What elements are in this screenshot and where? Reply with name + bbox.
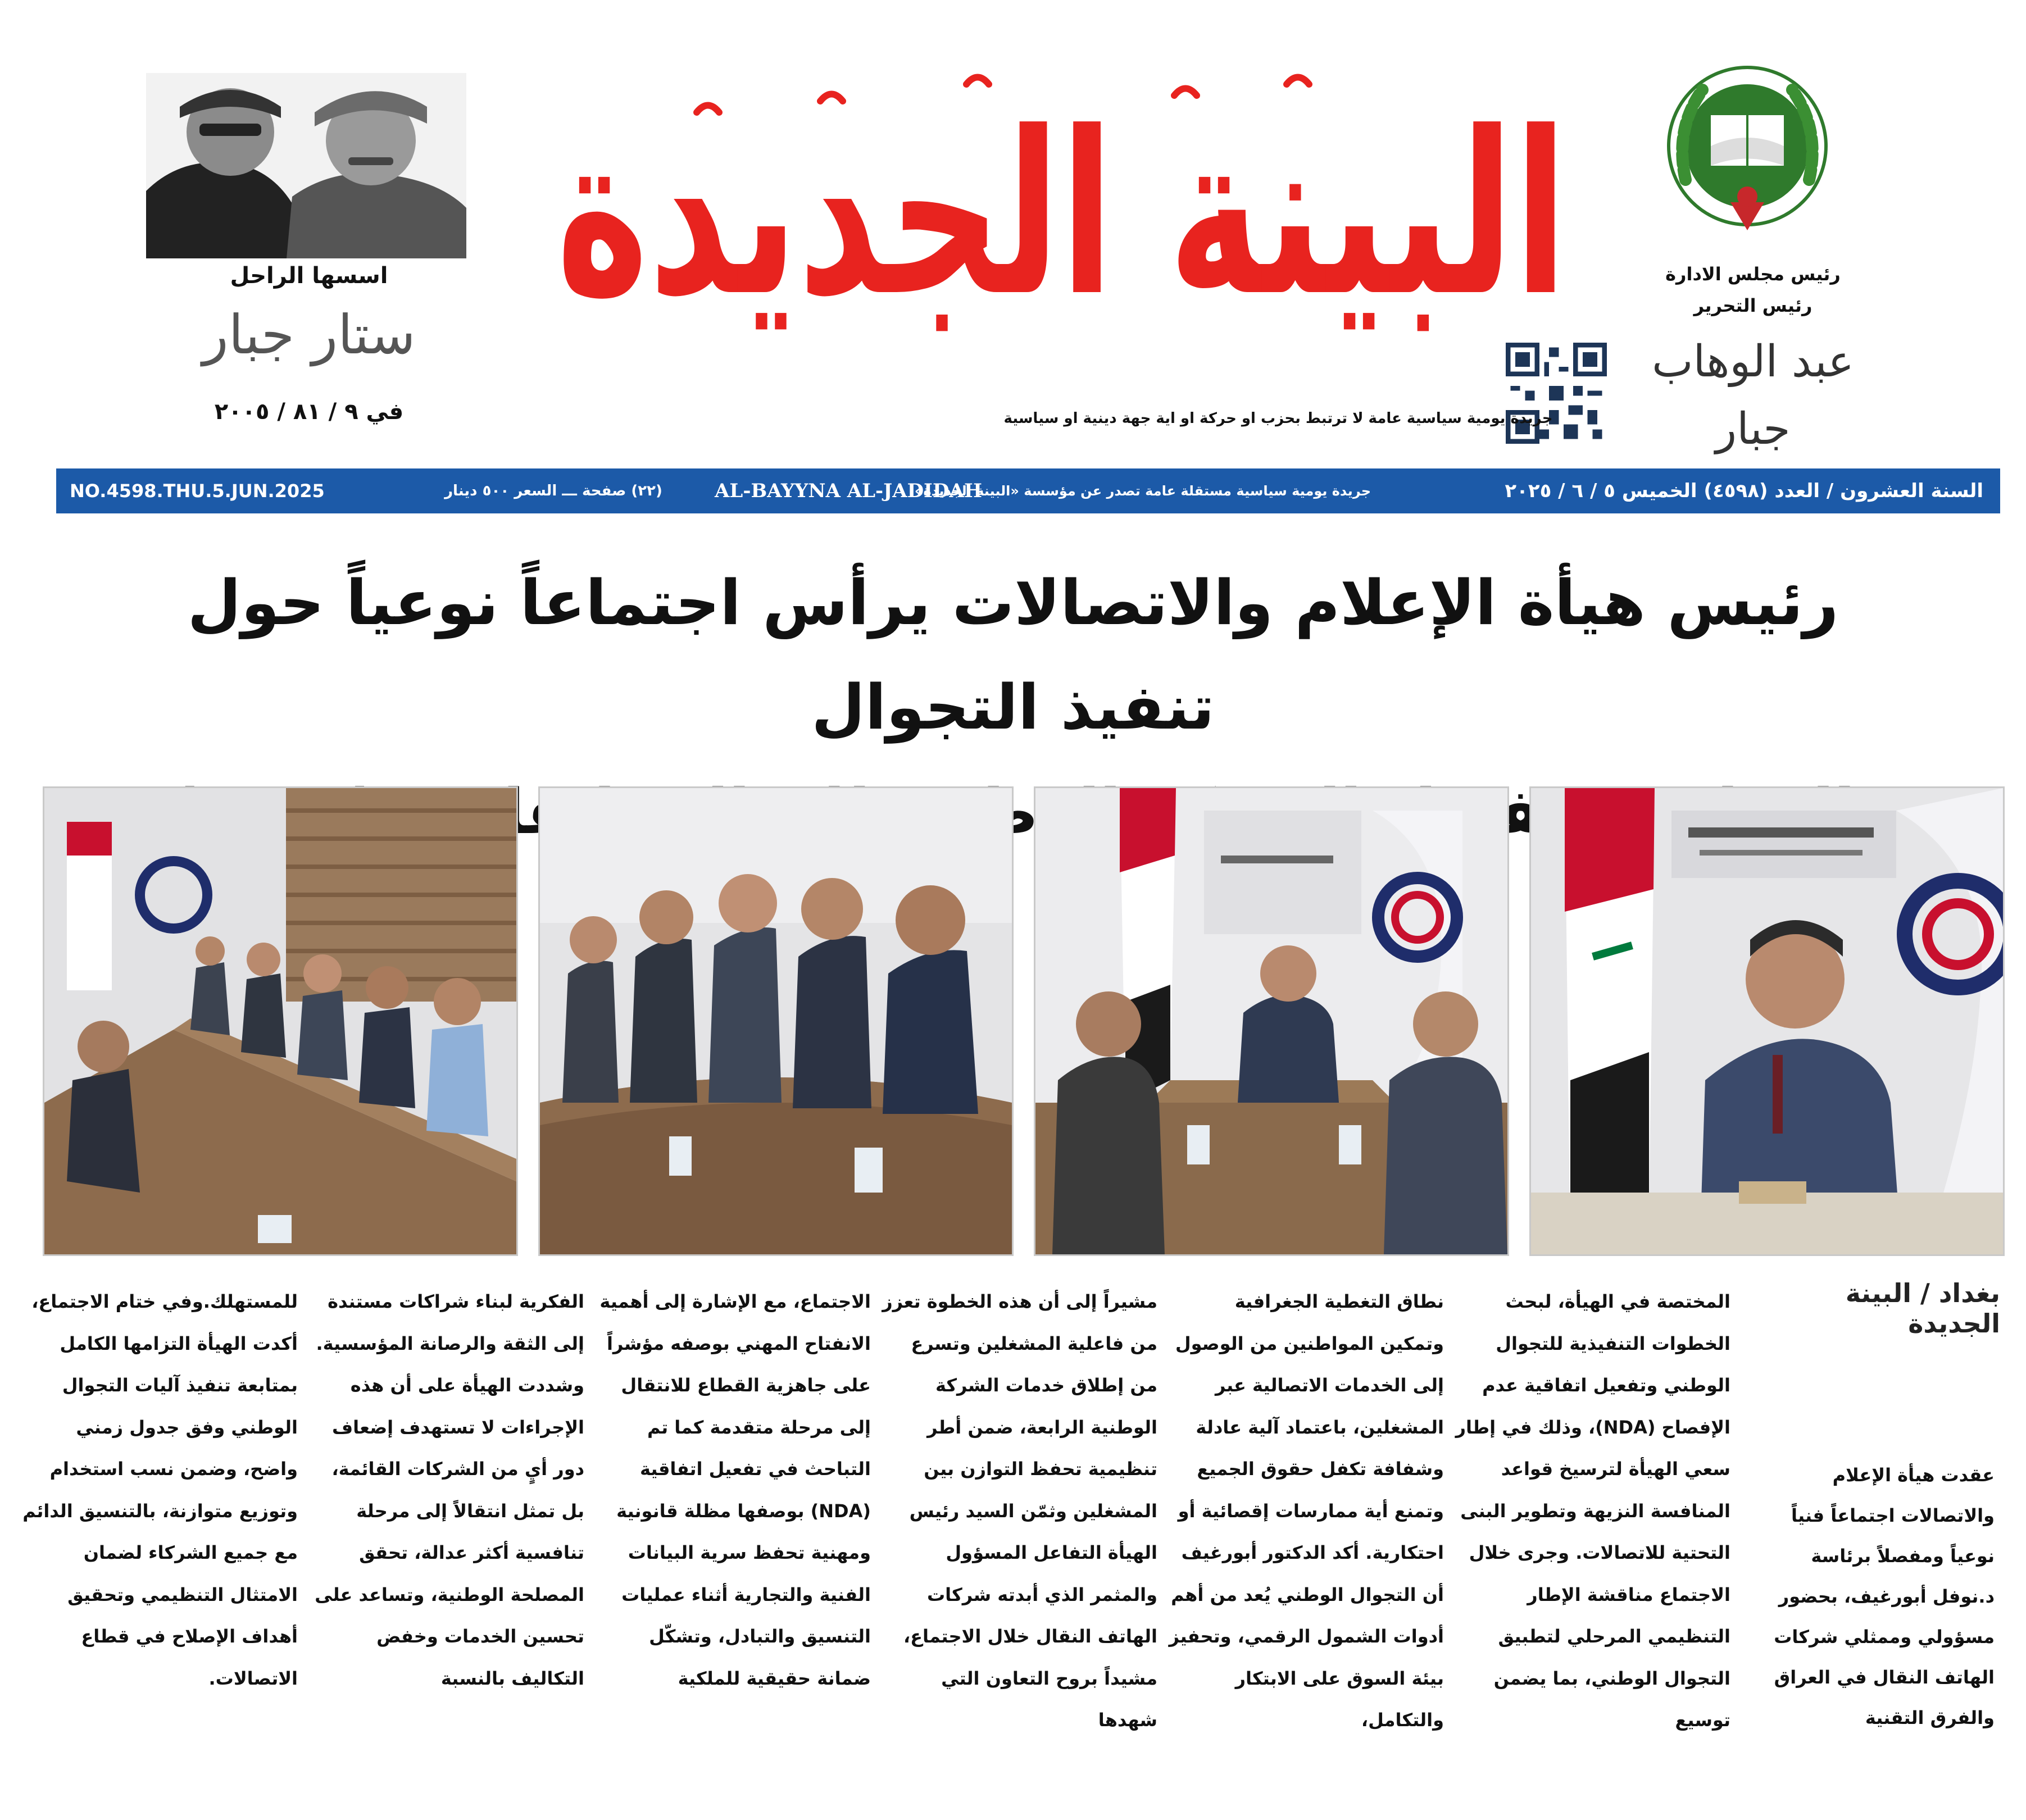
photo-table-image: [44, 788, 516, 1254]
article-column-1: المختصة في الهيأة، لبحث الخطوات التنفيذية للتجوال الوطني وتفعيل اتفاقية عدم الإفصاح (NDA)، وذلك في إطار سعي الهيأة لترسيخ قواعد المنافسة النزيهة وتطوير البنى التحتية للاتصالات. وجرى خلال الاجتماع مناقشة الإطار التنظيمي المرحلي لتطبيق التجوال الوطني، بما يضمن توسيع: [1455, 1291, 1730, 1731]
admin-title: رئيس مجلس الادارة: [1665, 263, 1841, 285]
newspaper-logo: [528, 51, 1596, 376]
photo-meeting-wide: [1034, 786, 1509, 1256]
emblem-icon: [1663, 62, 1832, 242]
article-column-3: مشيراً إلى أن هذه الخطوة تعزز من فاعلية المشغلين وتسرع من إطلاق خدمات الشركة الوطنية الرابعة، ضمن أطر تنظيمية تحفظ التوازن بين المشغلين وثمّن السيد رئيس الهيأة التفاعل المسؤول والمثمر الذي أبدته شركات الهاتف النقال خلال الاجتماع، مشيداً بروح التعاون التي شهدها: [882, 1291, 1157, 1731]
founders-photo: [146, 73, 466, 258]
founder-death-date: في ٩ / ٨١ / ٢٠٠٥: [214, 399, 404, 425]
article-lead: عقدت هيأة الإعلام والاتصالات اجتماعاً فنياً نوعياً ومفصلاً برئاسة د.نوفل أبورغيف، بحضور مسؤولي وممثلي شركات الهاتف النقال في العراق والفرق التقنية: [1774, 1464, 1995, 1728]
name-latin: AL-BAYYNA AL-JADIDAH: [715, 480, 982, 502]
founder-signature: ستار جبار: [202, 303, 416, 366]
logo-text: البينة الجديدة: [556, 84, 1568, 345]
headline-line-2: واتفاقية: [399, 776, 654, 848]
issue-latin: NO.4598.THU.5.JUN.2025: [70, 480, 325, 502]
editor-signature: عبد الوهاب جبار: [1652, 336, 1854, 454]
photo-meeting-participants: [538, 786, 1014, 1256]
article-column-4: الاجتماع، مع الإشارة إلى أهمية الانفتاح المهني بوصفه مؤشراً على جاهزية القطاع للانتقال إلى مرحلة متقدمة كما تم التباحث في تفعيل اتفاقية (NDA) بوصفها مظلة قانونية ومهنية تحفظ سرية البيانات الفنية والتجارية أثناء عمليات التنسيق والتبادل، وتشكّل ضمانة حقيقية للملكية: [599, 1291, 871, 1689]
photo-wide-image: [1035, 788, 1507, 1254]
masthead: [0, 0, 2026, 466]
publisher-note: جريدة يومية سياسية مستقلة عامة تصدر عن مؤسسة «البينة الجديدة»: [914, 483, 1371, 499]
editorial-board: [1612, 258, 1893, 463]
founded-by-label: اسسها الراحل: [230, 263, 388, 289]
pages-price: (٢٢) صفحة ـــ السعر ٥٠٠ دينار: [444, 483, 662, 499]
headline-line-1: رئيس هيأة الإعلام والاتصالات يرأس اجتماعاً نوعياً حول تنفيذ التجوال: [187, 567, 1839, 743]
photo-meeting-table: [43, 786, 518, 1256]
year-issue: السنة العشرون / العدد (٤٥٩٨) الخميس ٥ / ٦ / ٢٠٢٥: [1505, 480, 1983, 502]
info-bar: [56, 468, 2000, 513]
photo-participants-image: [540, 788, 1012, 1254]
photo-meeting-chair: [1529, 786, 2005, 1256]
article-column-6: للمستهلك.وفي ختام الاجتماع، أكدت الهيأة التزامها الكامل بمتابعة تنفيذ آليات التجوال الوطني وفق جدول زمني واضح، وضمن نسب استخدام وتوزيع متوازنة، بالتنسيق الدائم مع جميع الشركاء لضمان الامتثال التنظيمي وتحقيق أهداف الإصلاح في قطاع الاتصالات.: [22, 1291, 298, 1689]
article-column-5: الفكرية لبناء شراكات مستندة إلى الثقة والرصانة المؤسسية. وشددت الهيأة على أن هذه الإجراءات لا تستهدف إضعاف دور أيٍ من الشركات القائمة، بل تمثل انتقالاً إلى مرحلة تنافسية أكثر عدالة، تحقق المصلحة الوطنية، وتساعد على تحسين الخدمات وخفض التكاليف بالنسبة: [315, 1291, 584, 1689]
editor-title: رئيس التحرير: [1693, 295, 1813, 316]
article-column-2: نطاق التغطية الجغرافية وتمكين المواطنين من الوصول إلى الخدمات الاتصالية عبر المشغلين، باعتماد آلية عادلة وشفافة تكفل حقوق الجميع وتمنع أية ممارسات إقصائية أو احتكارية. أكد الدكتور أبورغيف أن التجوال الوطني يُعد من أهم أدوات الشمول الرقمي، وتحفيز بيئة السوق على الابتكار والتكامل،: [1169, 1291, 1444, 1731]
photo-chair-image: [1531, 788, 2003, 1254]
byline: بغداد / البينة الجديدة: [1845, 1278, 2000, 1339]
tagline: جريدة يومية سياسية عامة لا ترتبط بحزب او حركة او اية جهة دينية او سياسية: [1003, 410, 1553, 427]
